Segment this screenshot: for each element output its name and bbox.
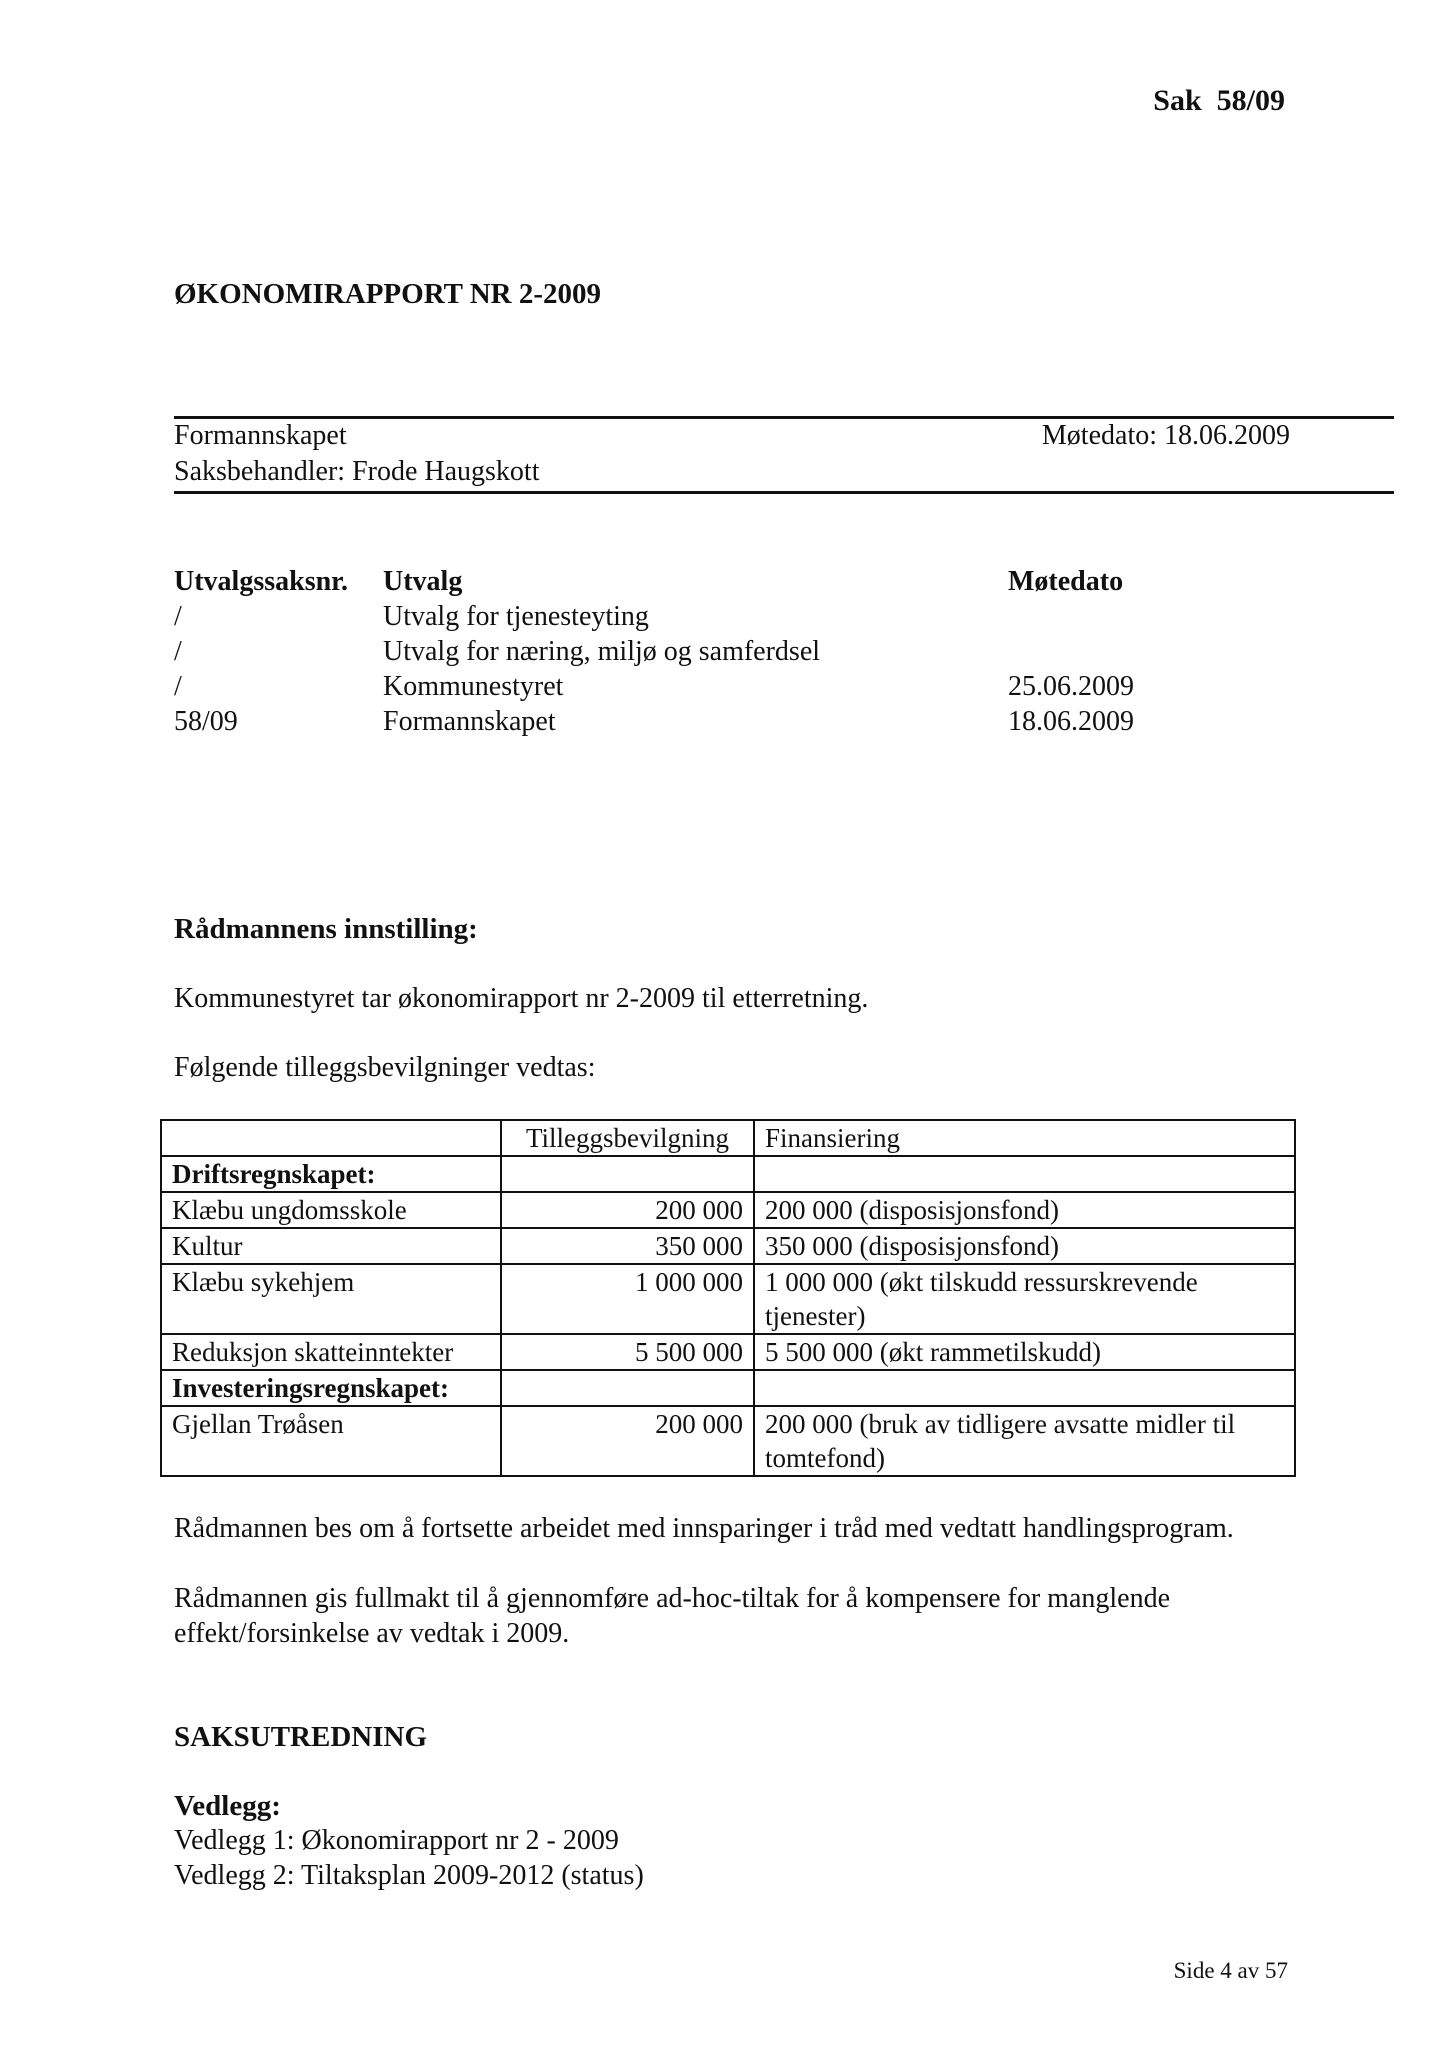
amount-cell: 350 000 [501,1228,754,1264]
table-header-cell: Tilleggsbevilgning [501,1120,754,1156]
amount-cell: 200 000 [501,1192,754,1228]
savings-paragraph: Rådmannen bes om å fortsette arbeidet med innsparinger i tråd med vedtatt handlingsprogram. [174,1513,1234,1544]
empty-cell [501,1370,754,1406]
amount-cell: 1 000 000 [501,1264,754,1334]
document-title: ØKONOMIRAPPORT NR 2-2009 [174,278,601,310]
financing-cell: 200 000 (bruk av tidligere avsatte midler til tomtefond) [754,1406,1295,1476]
attachment-item: Vedlegg 1: Økonomirapport nr 2 - 2009 [174,1825,619,1856]
item-cell: Klæbu ungdomsskole [161,1192,501,1228]
treatment-header-date: Møtedato [1008,566,1124,597]
attachment-item: Vedlegg 2: Tiltaksplan 2009-2012 (status) [174,1860,644,1891]
table-section-row [161,1156,1295,1192]
treatment-header-case-no: Utvalgssaksnr. [174,566,349,597]
financing-cell: 1 000 000 (økt tilskudd ressurskrevende tjenester) [754,1264,1295,1334]
item-cell: Kultur [161,1228,501,1264]
item-cell: Klæbu sykehjem [161,1264,501,1334]
section-label: Driftsregnskapet: [161,1156,501,1192]
page-number: Side 4 av 57 [1173,1958,1288,1983]
treatment-header-committee: Utvalg [383,566,463,597]
section-label: Investeringsregnskapet: [161,1370,501,1406]
treatment-date: 25.06.2009 [1008,671,1134,702]
financing-cell: 5 500 000 (økt rammetilskudd) [754,1334,1295,1370]
amount-cell: 200 000 [501,1406,754,1476]
attachments-heading: Vedlegg: [174,1790,281,1822]
empty-cell [501,1156,754,1192]
table-row [161,1334,1295,1370]
item-cell: Reduksjon skatteinntekter [161,1334,501,1370]
table-header-cell [161,1120,501,1156]
amount-cell: 5 500 000 [501,1334,754,1370]
authority-paragraph: Rådmannen gis fullmakt til å gjennomføre ad-hoc-tiltak for å kompensere for manglende effekt/forsinkelse av vedtak i 2009. [174,1583,1171,1649]
treatment-case-no: / [174,636,182,667]
allocation-table [160,1119,1296,1477]
treatment-committee: Utvalg for næring, miljø og samferdsel [383,636,821,667]
header-case-handler: Saksbehandler: Frode Haugskott [174,456,540,487]
treatment-case-no: 58/09 [174,706,238,737]
saksutredning-heading: SAKSUTREDNING [174,1721,427,1753]
empty-cell [754,1156,1295,1192]
table-row [161,1264,1295,1334]
financing-cell: 350 000 (disposisjonsfond) [754,1228,1295,1264]
table-header-row [161,1120,1295,1156]
header-meeting-date: Møtedato: 18.06.2009 [1041,420,1290,451]
table-row [161,1228,1295,1264]
table-section-row [161,1370,1295,1406]
treatment-date: 18.06.2009 [1008,706,1134,737]
treatment-case-no: / [174,671,182,702]
recommendation-paragraph: Kommunestyret tar økonomirapport nr 2-2009 til etterretning. [174,983,869,1014]
header-rule-bottom [174,491,1394,494]
header-rule-top [174,416,1394,419]
header-committee: Formannskapet [174,420,347,451]
treatment-committee: Utvalg for tjenesteyting [383,601,649,632]
treatment-committee: Kommunestyret [383,671,564,702]
recommendation-heading: Rådmannens innstilling: [174,913,478,945]
case-reference: Sak 58/09 [1153,84,1285,117]
empty-cell [754,1370,1295,1406]
treatment-case-no: / [174,601,182,632]
table-row [161,1406,1295,1476]
financing-cell: 200 000 (disposisjonsfond) [754,1192,1295,1228]
item-cell: Gjellan Trøåsen [161,1406,501,1476]
table-row [161,1192,1295,1228]
table-header-cell: Finansiering [754,1120,1295,1156]
allocations-intro: Følgende tilleggsbevilgninger vedtas: [174,1052,596,1083]
treatment-committee: Formannskapet [383,706,556,737]
